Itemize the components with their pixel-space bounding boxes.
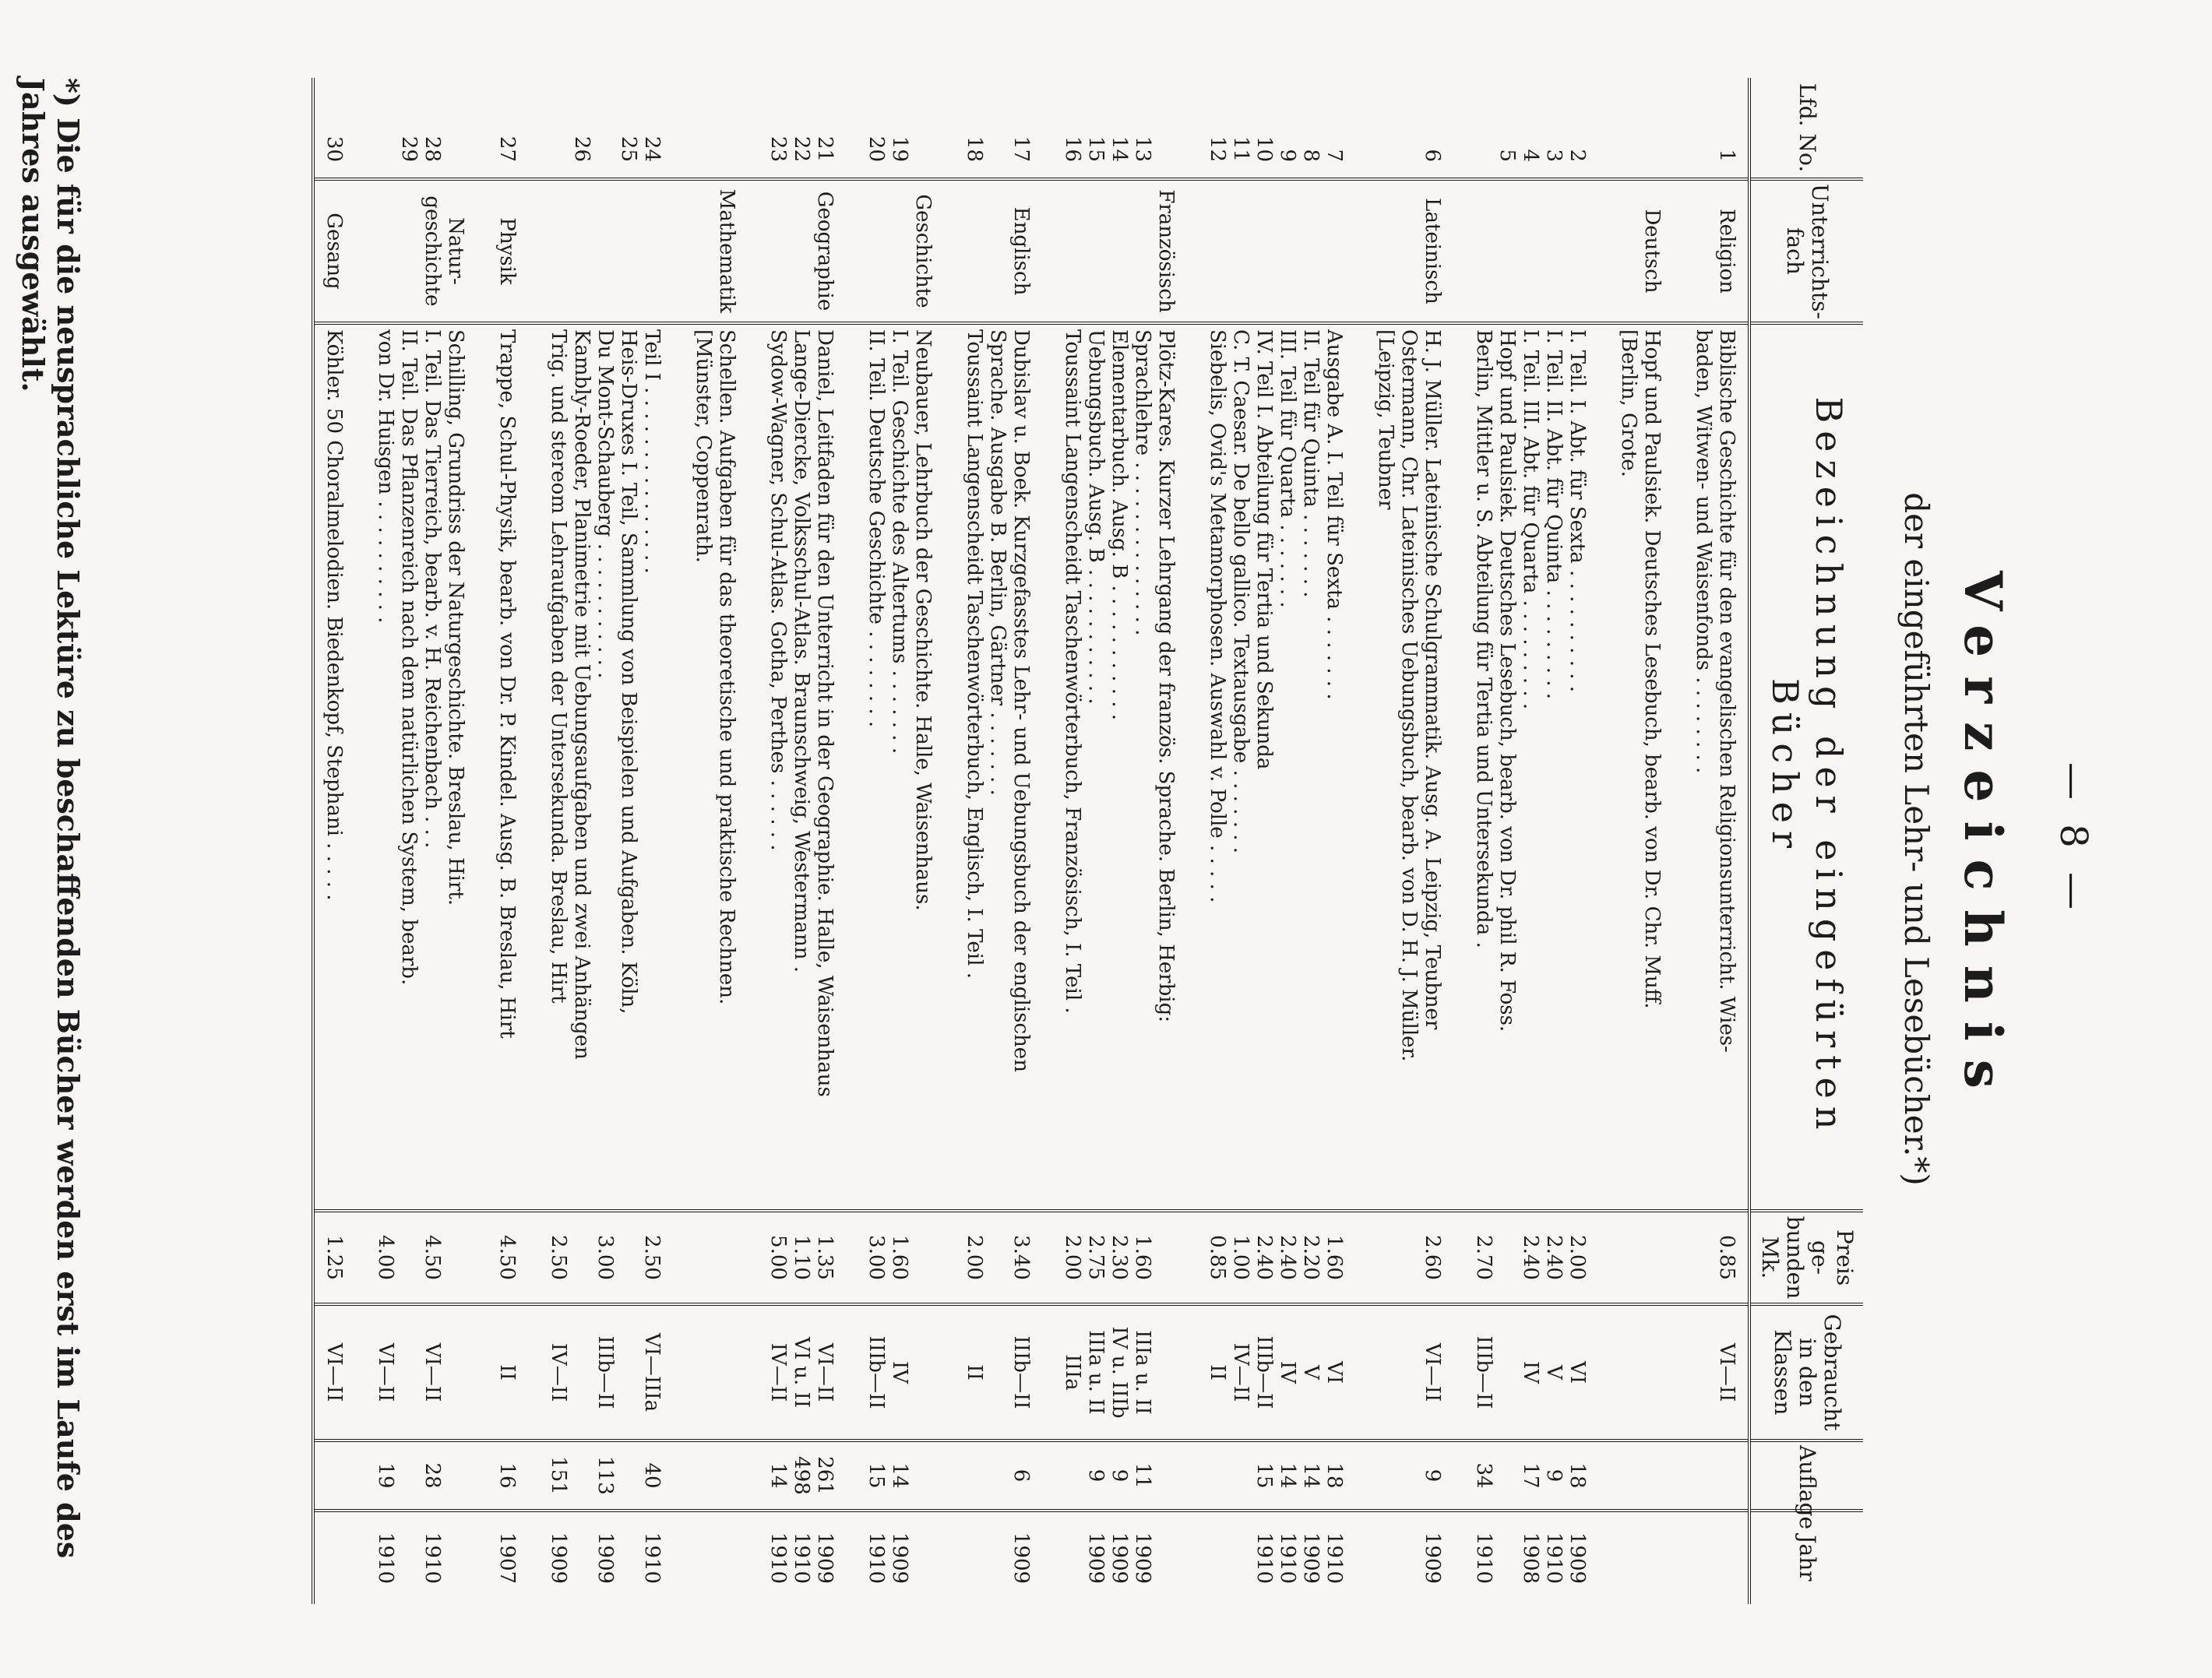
cell-fach — [1472, 179, 1617, 323]
cell-no: 19 20 — [865, 135, 911, 162]
cell-fach: Französisch — [1061, 179, 1206, 323]
cell-preis: 1.60 2.20 2.40 2.40 1.00 0.85 — [1206, 1211, 1374, 1304]
cell-fach — [547, 179, 692, 323]
cell-bez: Schilling, Grundriss der Naturgeschichte. Breslau, Hirt. I. Teil. Das Tierreich, bearb. v. H. Reichenbach . . . II. Teil. Das Pflanzenreich nach dem natürlichen System, bearb. von Dr. Huisgen . . . . . . . . . . — [374, 323, 495, 1211]
cell-no: 1 — [1715, 149, 1738, 162]
cell-klassen: VI—II VI u. II IV—II — [766, 1304, 865, 1441]
cell-jahr: 1907 — [495, 1511, 547, 1604]
cell-jahr: 1909 — [963, 1511, 1061, 1604]
cell-bez: Dubislav u. Boek. Kurzgefasstes Lehr- und Uebungsbuch der englischen Sprache. Ausgabe B. Berlin, Gärtner . . . . . . . Toussaint Langenscheidt Taschenwörterbuch, Englisch, I. Teil . — [963, 323, 1061, 1211]
cell-no — [692, 78, 766, 179]
cell-fach: Englisch — [963, 179, 1061, 323]
header-klassen: Gebraucht in den Klassen — [1749, 1304, 1863, 1441]
header-bezeichnung: Bezeichnung der eingefürten Bücher — [1749, 323, 1863, 1211]
cell-auflage: 9 — [1374, 1441, 1472, 1511]
cell-jahr: 1910 1909 1909 — [547, 1511, 692, 1604]
cell-bez: H. J. Müller. Lateinische Schulgrammatik. Ausg. A. Leipzig, Teubner Ostermann, Chr. Lateinisches Uebungsbuch, bearb. von D. H. J. Müller. [Leipzig, Teubner — [1374, 323, 1472, 1211]
page-subtitle: der eingeführten Lehr- und Lesebücher.*) — [1897, 492, 1936, 1186]
header-auflage: Auflage — [1749, 1441, 1863, 1511]
cell-jahr: 1909 1910 — [865, 1511, 963, 1604]
cell-auflage — [313, 1441, 374, 1511]
cell-no: 28 29 — [397, 135, 444, 162]
cell-auflage — [692, 1441, 766, 1511]
table-header-row — [1749, 78, 1863, 1604]
cell-auflage: 18 14 14 15 — [1206, 1441, 1374, 1511]
header-no: Lfd. No. — [1749, 78, 1863, 179]
cell-auflage: 16 — [495, 1441, 547, 1511]
cell-preis — [692, 1211, 766, 1304]
cell-klassen: VI—II — [313, 1304, 374, 1441]
cell-fach: Geschichte — [865, 179, 963, 323]
table-row — [1692, 78, 1749, 1604]
page-number: — 8 — — [2052, 762, 2095, 916]
table-row — [963, 78, 1061, 1604]
cell-auflage: 18 9 17 34 — [1472, 1441, 1617, 1511]
cell-fach: Religion — [1692, 179, 1749, 323]
cell-jahr: 1910 1910 — [374, 1511, 495, 1604]
cell-jahr — [313, 1511, 374, 1604]
header-fach: Unterrichts- fach — [1749, 179, 1863, 323]
cell-preis: 2.50 3.00 2.50 — [547, 1211, 692, 1304]
cell-fach — [1206, 179, 1374, 323]
cell-no: 27 — [495, 135, 519, 162]
cell-preis: 1.35 1.10 5.00 — [766, 1211, 865, 1304]
table-row — [495, 78, 547, 1604]
cell-klassen — [692, 1304, 766, 1441]
cell-bez: Schellen. Aufgaben für das theoretische und praktische Rechnen. [Münster, Coppenrath. — [692, 323, 766, 1211]
cell-jahr: 1909 — [1374, 1511, 1472, 1604]
header-preis: Preis ge- bunden Mk. — [1749, 1211, 1863, 1304]
cell-klassen: VI—IIIa IIIb—II IV—II — [547, 1304, 692, 1441]
cell-bez: Ausgabe A. I. Teil für Sexta . . . . . . . II. Teil für Quinta . . . . . . . III. Teil für Quarta . . . . . . . IV. Teil I. Abteilung für Tertia und Sekunda C. T. Caesar. De bello gallico. Textausgabe . . . . . . . Siebelis, Ovid's Metamorphosen. Auswahl v. Polle . . . . . — [1206, 323, 1374, 1211]
cell-no: 2 3 4 5 — [1495, 149, 1589, 162]
table-row — [374, 78, 495, 1604]
cell-auflage: 14 15 — [865, 1441, 963, 1511]
cell-auflage: 40 113 151 — [547, 1441, 692, 1511]
cell-preis: 1.60 2.30 2.75 2.00 — [1061, 1211, 1206, 1304]
cell-preis: 3.40 2.00 — [963, 1211, 1061, 1304]
cell-preis: 1.60 3.00 — [865, 1211, 963, 1304]
cell-jahr: 1909 1910 1908 1910 — [1472, 1511, 1617, 1604]
cell-auflage — [1692, 1441, 1749, 1511]
table-row — [1374, 78, 1472, 1604]
cell-jahr — [1692, 1511, 1749, 1604]
cell-fach: Physik — [495, 179, 547, 323]
cell-bez: Teil I . . . . . . . . . . . . . . . Heis-Druxes I. Teil, Sammlung von Beispielen und Aufgaben. Köln, Du Mont-Schauberg . . . . . . . . . . . Kambly-Roeder, Planimetrie mit Uebungsaufgaben und zwei Anhängen Trig. und stereom Lehraufgaben der Untersekunda. Breslau, Hirt — [547, 323, 692, 1211]
cell-bez: Neubauer, Lehrbuch der Geschichte. Halle, Waisenhaus. I. Teil. Geschichte des Altertums . . . . . . . II. Teil. Deutsche Geschichte . . . . . . . . — [865, 323, 963, 1211]
cell-fach: Deutsch — [1617, 179, 1692, 323]
cell-preis — [1617, 1211, 1692, 1304]
cell-bez: Trappe, Schul-Physik, bearb. von Dr. P. Kindel. Ausg. B. Breslau, Hirt — [495, 323, 547, 1211]
page-title: Verzeichnis — [1953, 571, 2013, 1107]
cell-preis: 4.50 4.00 — [374, 1211, 495, 1304]
cell-jahr: 1909 1909 1909 — [1061, 1511, 1206, 1604]
table-row — [547, 78, 692, 1604]
cell-auflage: 6 — [963, 1441, 1061, 1511]
cell-bez: Hopf und Paulsiek. Deutsches Lesebuch, bearb. von Dr. Chr. Muff. [Berlin, Grote. — [1617, 323, 1692, 1211]
table-row — [313, 78, 374, 1604]
cell-jahr — [692, 1511, 766, 1604]
cell-klassen: VI—II — [1374, 1304, 1472, 1441]
cell-auflage: 11 9 9 — [1061, 1441, 1206, 1511]
cell-no: 24 25 26 — [570, 135, 664, 162]
cell-bez: Köhler. 50 Choralmelodien. Biedenkopf, Stephani . . . . . — [313, 323, 374, 1211]
cell-bez: Biblische Geschichte für den evangelischen Religionsunterricht. Wies- baden, Witwen- und Waisenfonds . . . . . . . . — [1692, 323, 1749, 1211]
table-row — [1472, 78, 1617, 1604]
table-row — [692, 78, 766, 1604]
footnote: *) Die für die neusprachliche Lektüre zu beschaffenden Bücher werden erst im Laufe des Jahres ausgewählt. — [16, 78, 86, 1559]
cell-bez: Daniel, Leitfaden für den Unterricht in der Geographie. Halle, Waisenhaus Lange-Diercke, Volksschul-Atlas. Braunschweig, Westermann . Sydow-Wagner, Schul-Atlas. Gotha, Perthes . . . . . . — [766, 323, 865, 1211]
table-row — [766, 78, 865, 1604]
cell-klassen: IV IIIb—II — [865, 1304, 963, 1441]
cell-klassen: IIIb—II II — [963, 1304, 1061, 1441]
cell-preis: 2.00 2.40 2.40 2.70 — [1472, 1211, 1617, 1304]
cell-preis: 1.25 — [313, 1211, 374, 1304]
cell-no: 7 8 9 10 11 12 — [1206, 135, 1346, 162]
cell-klassen: IIIa u. II IV u. IIIb IIIa u. II IIIa — [1061, 1304, 1206, 1441]
cell-no: 21 22 23 — [766, 135, 837, 162]
cell-bez: Plötz-Kares. Kurzer Lehrgang der französ. Sprache. Berlin, Herbig: Sprachlehre . . . . . . . . . . . . . . Elementarbuch. Ausg. B . . . . . . . . . . . Uebungsbuch. Ausg. B . . . . . . . . . . . Toussaint Langenscheidt Taschenwörterbuch, Französisch, I. Teil . — [1061, 323, 1206, 1211]
cell-preis: 0.85 — [1692, 1211, 1749, 1304]
table-body — [313, 78, 1749, 1604]
cell-no: 30 — [313, 78, 374, 179]
cell-klassen — [1617, 1304, 1692, 1441]
cell-no: 6 — [1421, 149, 1444, 162]
cell-klassen: VI—II VI—II — [374, 1304, 495, 1441]
cell-fach: Mathematik — [692, 179, 766, 323]
cell-fach: Lateinisch — [1374, 179, 1472, 323]
cell-auflage — [1617, 1441, 1692, 1511]
book-list-table — [312, 78, 1863, 1604]
cell-klassen: II — [495, 1304, 547, 1441]
cell-jahr — [1617, 1511, 1692, 1604]
cell-fach: Geographie — [766, 179, 865, 323]
header-jahr: Jahr — [1749, 1511, 1863, 1604]
cell-fach: Gesang — [313, 179, 374, 323]
cell-jahr: 1909 1910 1910 — [766, 1511, 865, 1604]
cell-klassen: VI V IV IIIb—II — [1472, 1304, 1617, 1441]
cell-bez: I. Teil. I. Abt. für Sexta . . . . . . . . . . I. Teil. II. Abt. für Quinta . . . . . . . . . I. Teil. III. Abt. für Quarta . . . . . . . . . Hopf und Paulsiek. Deutsches Lesebuch, bearb. von Dr. phil R. Foss. Berlin, Mittler u. S. Abteilung für Tertia und Untersekunda . — [1472, 323, 1617, 1211]
cell-klassen: VI—II — [1692, 1304, 1749, 1441]
cell-no — [1617, 78, 1692, 179]
cell-preis: 4.50 — [495, 1211, 547, 1304]
cell-preis: 2.60 — [1374, 1211, 1472, 1304]
table-row — [1061, 78, 1206, 1604]
cell-fach: Natur- geschichte — [374, 179, 495, 323]
cell-no: 17 18 — [963, 135, 1033, 162]
cell-klassen: VI V IV IIIb—II IV—II II — [1206, 1304, 1374, 1441]
table-row — [865, 78, 963, 1604]
table-row — [1617, 78, 1692, 1604]
cell-auflage: 261 498 14 — [766, 1441, 865, 1511]
cell-auflage: 28 19 — [374, 1441, 495, 1511]
cell-jahr: 1910 1909 1910 1910 — [1206, 1511, 1374, 1604]
cell-no: 13 14 15 16 — [1061, 135, 1154, 162]
table-row — [1206, 78, 1374, 1604]
